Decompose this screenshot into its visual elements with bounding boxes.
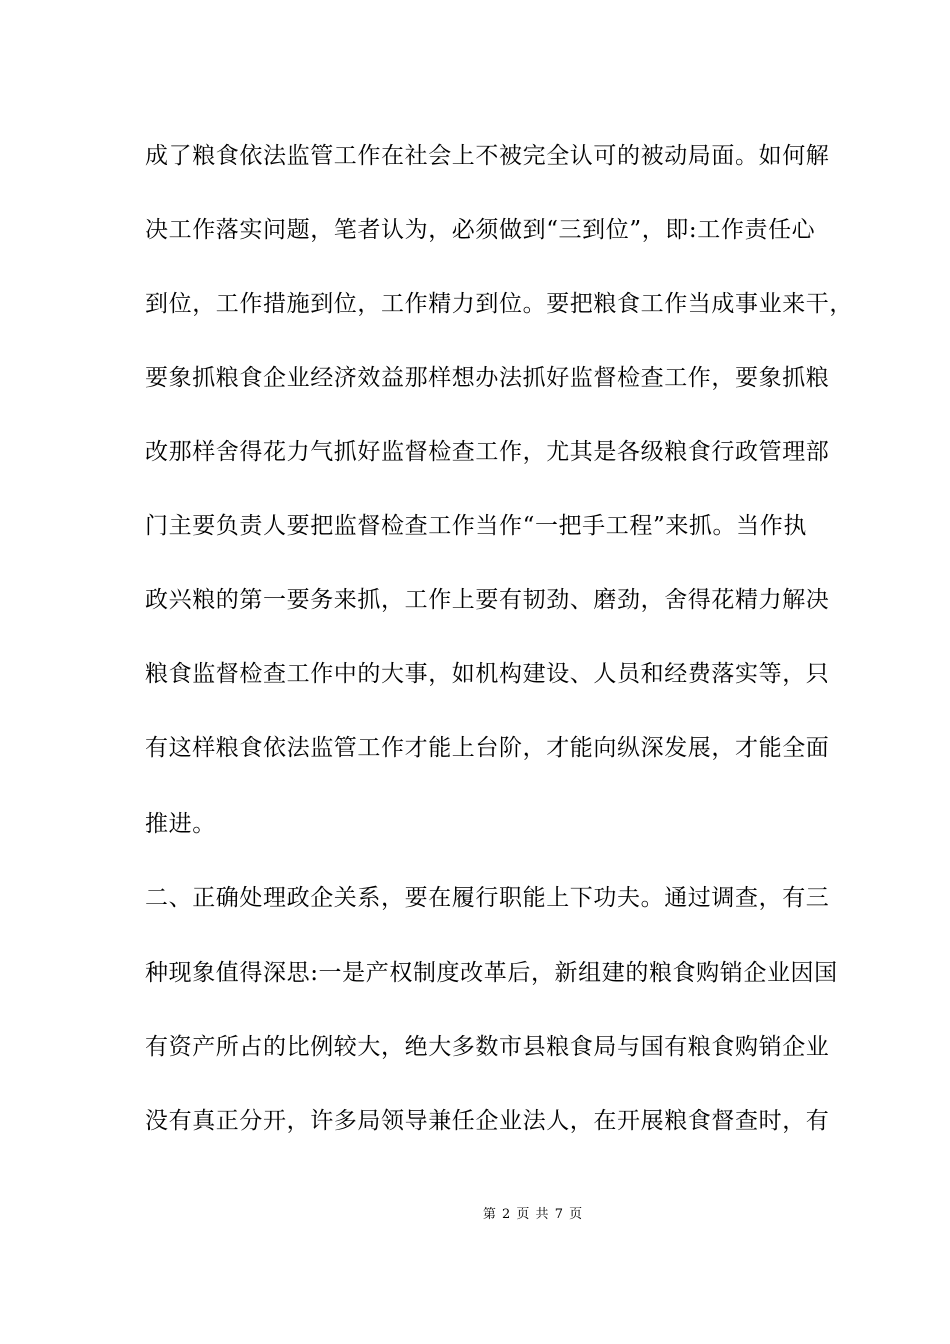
text-line: 二、正确处理政企关系，要在履行职能上下功夫。通过调查，有三 xyxy=(145,885,830,911)
text-line: 没有真正分开，许多局领导兼任企业法人，在开展粮食督查时，有 xyxy=(145,1108,830,1134)
text-line: 有资产所占的比例较大，绝大多数市县粮食局与国有粮食购销企业 xyxy=(145,1034,830,1060)
text-line: 到位，工作措施到位，工作精力到位。要把粮食工作当成事业来干， xyxy=(145,291,853,317)
text-line: 门主要负责人要把监督检查工作当作“一把手工程”来抓。当作执 xyxy=(145,513,807,539)
text-line: 粮食监督检查工作中的大事，如机构建设、人员和经费落实等，只 xyxy=(145,661,830,687)
text-line: 推进。 xyxy=(145,811,216,837)
text-line: 成了粮食依法监管工作在社会上不被完全认可的被动局面。如何解 xyxy=(145,143,830,169)
text-line: 要象抓粮食企业经济效益那样想办法抓好监督检查工作，要象抓粮 xyxy=(145,365,830,391)
text-line: 政兴粮的第一要务来抓，工作上要有韧劲、磨劲，舍得花精力解决 xyxy=(145,587,830,613)
text-line: 种现象值得深思:一是产权制度改革后，新组建的粮食购销企业因国 xyxy=(145,960,838,986)
page-number-footer: 第 2 页 共 7 页 xyxy=(482,1207,584,1222)
text-line: 决工作落实问题，笔者认为，必须做到“三到位”，即:工作责任心 xyxy=(145,217,816,243)
text-line: 改那样舍得花力气抓好监督检查工作，尤其是各级粮食行政管理部 xyxy=(145,439,830,465)
text-line: 有这样粮食依法监管工作才能上台阶，才能向纵深发展，才能全面 xyxy=(145,735,830,761)
